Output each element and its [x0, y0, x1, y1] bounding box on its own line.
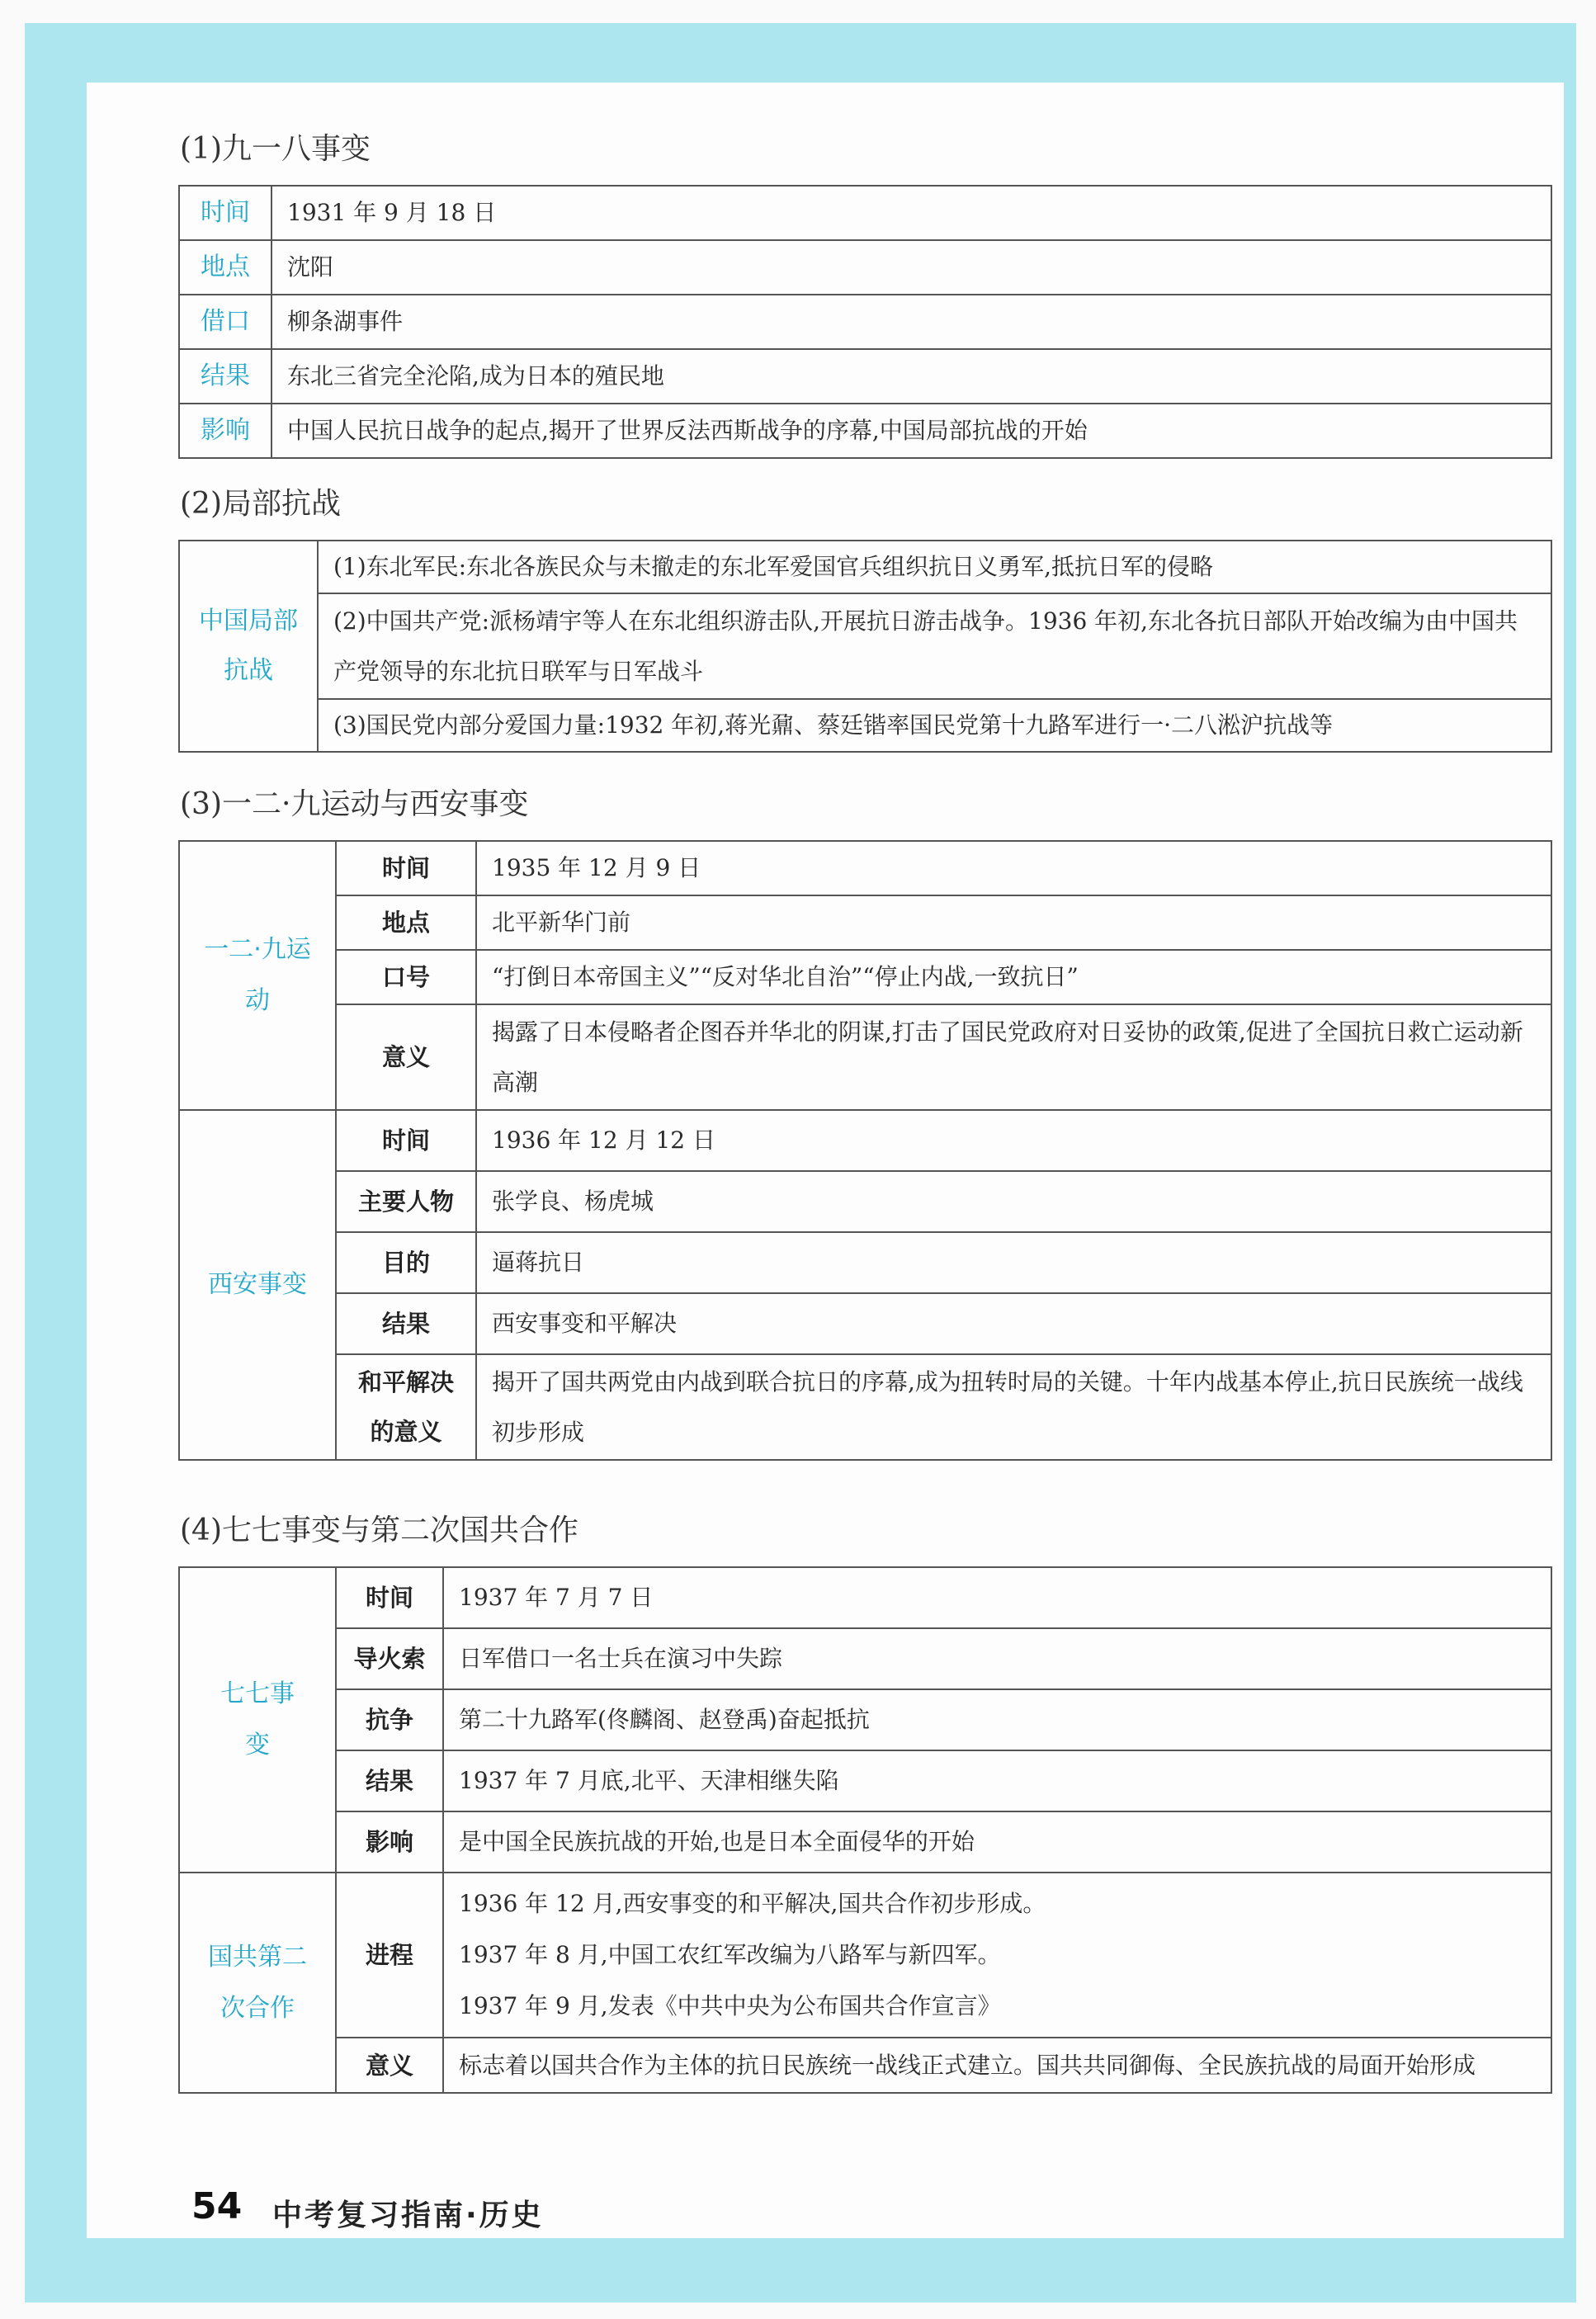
table-row [179, 950, 1551, 1004]
category-label [179, 1567, 336, 1873]
row-value: 是中国全民族抗战的开始,也是日本全面侵华的开始 [443, 1811, 1551, 1873]
table-row [179, 186, 1551, 240]
row-label-text: 和平解决的意义 [357, 1368, 454, 1446]
row-label: 结果 [336, 1293, 476, 1354]
list-item: (3)国民党内部分爱国力量:1932 年初,蒋光鼐、蔡廷锴率国民党第十九路军进行一·二八淞沪抗战等 [318, 699, 1551, 752]
section2-table [178, 540, 1552, 753]
section4-heading: (4)七七事变与第二次国共合作 [180, 1514, 578, 1547]
section2-heading: (2)局部抗战 [180, 487, 341, 521]
category-label-text: 七七事变 [220, 1679, 295, 1759]
row-value: 东北三省完全沦陷,成为日本的殖民地 [272, 349, 1551, 404]
row-label: 时间 [179, 186, 272, 240]
table-row [179, 1811, 1551, 1873]
table-row [179, 2038, 1551, 2093]
row-label: 抗争 [336, 1689, 443, 1750]
row-value: 揭露了日本侵略者企图吞并华北的阴谋,打击了国民党政府对日妥协的政策,促进了全国抗日救亡运动新高潮 [476, 1004, 1551, 1110]
row-value: 西安事变和平解决 [476, 1293, 1551, 1354]
row-label: 时间 [336, 1567, 443, 1628]
row-value: “打倒日本帝国主义”“反对华北自治”“停止内战,一致抗日” [476, 950, 1551, 1004]
list-item: 1936 年 12 月,西安事变的和平解决,国共合作初步形成。 [459, 1890, 1046, 1917]
frame-bottom [25, 2238, 1576, 2302]
table-row [179, 841, 1551, 895]
category-label-text: 一二·九运动 [204, 935, 311, 1015]
row-label: 时间 [336, 1110, 476, 1171]
row-value: 1936 年 12 月 12 日 [476, 1110, 1551, 1171]
page-number: 54 [191, 2185, 243, 2227]
table-row [179, 1110, 1551, 1171]
category-label-text: 中国局部抗战 [199, 607, 298, 685]
row-value: 沈阳 [272, 240, 1551, 295]
table-row [179, 1873, 1551, 2038]
frame-right [1564, 23, 1576, 2301]
category-label-text: 国共第二次合作 [208, 1942, 307, 2023]
row-label: 借口 [179, 295, 272, 349]
table-row [179, 593, 1551, 699]
row-value: 中国人民抗日战争的起点,揭开了世界反法西斯战争的序幕,中国局部抗战的开始 [272, 404, 1551, 458]
frame-left [25, 23, 87, 2301]
row-label [336, 1354, 476, 1460]
table-row [179, 349, 1551, 404]
row-label: 结果 [336, 1750, 443, 1811]
row-label: 主要人物 [336, 1171, 476, 1232]
row-label: 结果 [179, 349, 272, 404]
row-value: 1937 年 7 月底,北平、天津相继失陷 [443, 1750, 1551, 1811]
table-row [179, 1628, 1551, 1689]
row-value: 揭开了国共两党由内战到联合抗日的序幕,成为扭转时局的关键。十年内战基本停止,抗日民族统一战线初步形成 [476, 1354, 1551, 1460]
table-row [179, 404, 1551, 458]
table-row [179, 1567, 1551, 1628]
row-label: 时间 [336, 841, 476, 895]
table-row [179, 1354, 1551, 1460]
table-row [179, 1750, 1551, 1811]
book-title: 中考复习指南·历史 [272, 2199, 544, 2232]
table-row [179, 541, 1551, 593]
row-value: 柳条湖事件 [272, 295, 1551, 349]
row-label: 影响 [179, 404, 272, 458]
section3-table [178, 840, 1552, 1461]
frame-top [25, 23, 1576, 83]
table-row [179, 295, 1551, 349]
row-label: 地点 [179, 240, 272, 295]
table-row [179, 1689, 1551, 1750]
table-row [179, 240, 1551, 295]
row-label: 目的 [336, 1232, 476, 1293]
row-label: 口号 [336, 950, 476, 1004]
list-item: (2)中国共产党:派杨靖宇等人在东北组织游击队,开展抗日游击战争。1936 年初,东北各抗日部队开始改编为由中国共产党领导的东北抗日联军与日军战斗 [318, 593, 1551, 699]
row-value: 北平新华门前 [476, 895, 1551, 950]
section1-table [178, 185, 1552, 459]
section3-heading: (3)一二·九运动与西安事变 [180, 787, 529, 821]
category-label [179, 841, 336, 1110]
list-item: (1)东北军民:东北各族民众与未撤走的东北军爱国官兵组织抗日义勇军,抵抗日军的侵略 [318, 541, 1551, 593]
table-row [179, 699, 1551, 752]
row-label: 进程 [336, 1873, 443, 2038]
row-label: 导火索 [336, 1628, 443, 1689]
row-label: 意义 [336, 1004, 476, 1110]
row-value: 1937 年 7 月 7 日 [443, 1567, 1551, 1628]
row-label: 意义 [336, 2038, 443, 2093]
category-label [179, 541, 318, 752]
row-value: 1931 年 9 月 18 日 [272, 186, 1551, 240]
row-value: 1935 年 12 月 9 日 [476, 841, 1551, 895]
progress-cell [443, 1873, 1551, 2038]
section1-heading: (1)九一八事变 [180, 132, 371, 166]
section4-table [178, 1566, 1552, 2094]
table-row [179, 1232, 1551, 1293]
row-value: 日军借口一名士兵在演习中失踪 [443, 1628, 1551, 1689]
table-row [179, 1004, 1551, 1110]
table-row [179, 1293, 1551, 1354]
category-label [179, 1873, 336, 2093]
row-value: 第二十九路军(佟麟阁、赵登禹)奋起抵抗 [443, 1689, 1551, 1750]
row-label: 地点 [336, 895, 476, 950]
row-value: 张学良、杨虎城 [476, 1171, 1551, 1232]
row-value: 标志着以国共合作为主体的抗日民族统一战线正式建立。国共共同御侮、全民族抗战的局面开始形成 [443, 2038, 1551, 2093]
table-row [179, 1171, 1551, 1232]
list-item: 1937 年 9 月,发表《中共中央为公布国共合作宣言》 [459, 1992, 1001, 2019]
row-value: 逼蒋抗日 [476, 1232, 1551, 1293]
category-label: 西安事变 [179, 1110, 336, 1460]
row-label: 影响 [336, 1811, 443, 1873]
list-item: 1937 年 8 月,中国工农红军改编为八路军与新四军。 [459, 1941, 1001, 1968]
table-row [179, 895, 1551, 950]
